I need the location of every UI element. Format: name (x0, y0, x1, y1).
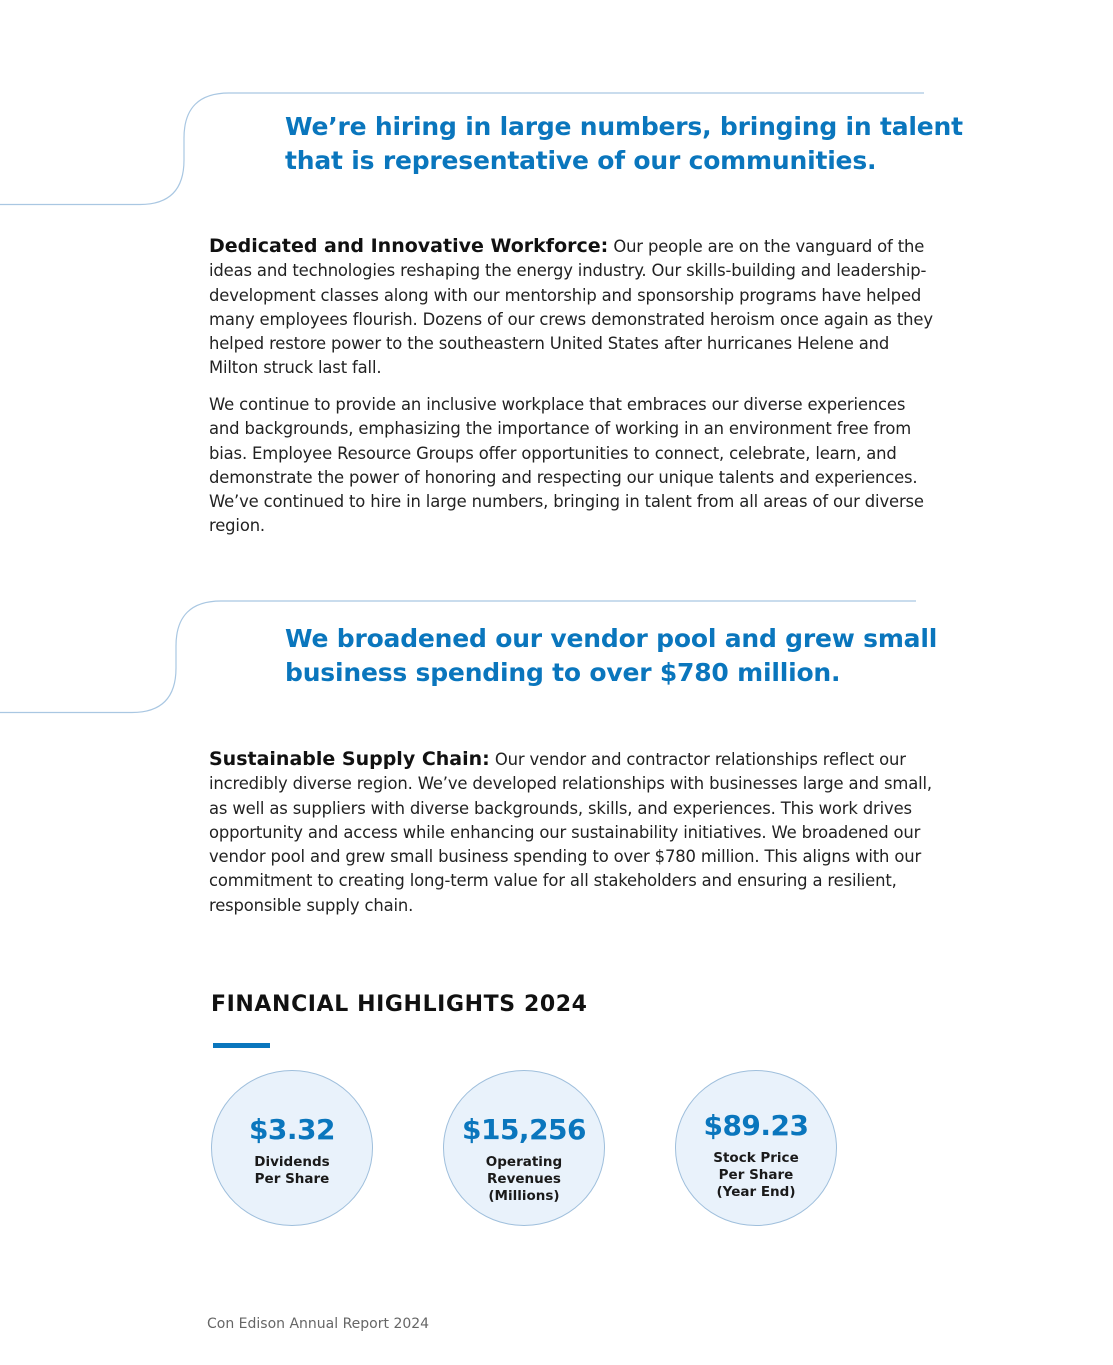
pull-quote-line: We broadened our vendor pool and grew small (285, 624, 938, 653)
pull-quote-hiring (285, 110, 963, 178)
label-line: (Year End) (716, 1184, 796, 1200)
highlight-operating-revenues (443, 1070, 605, 1226)
label-line: Per Share (718, 1167, 794, 1183)
label-line: Revenues (487, 1171, 561, 1187)
supply-chain-heading: Sustainable Supply Chain: (209, 748, 490, 770)
financial-highlights-title: FINANCIAL HIGHLIGHTS 2024 (211, 992, 588, 1017)
pull-quote-line: that is representative of our communities. (285, 146, 877, 175)
title-accent-bar (213, 1043, 270, 1048)
page-footer: Con Edison Annual Report 2024 (207, 1316, 430, 1332)
highlight-label (444, 1154, 604, 1205)
highlight-dividends (211, 1070, 373, 1226)
label-line: Stock Price (713, 1150, 799, 1166)
label-line: (Millions) (488, 1188, 560, 1204)
inclusion-paragraph: We continue to provide an inclusive workplace that embraces our diverse experiences and backgrounds, emphasizing the importance of working in an environment free from bias. Employee Resource Groups offer opportunities to connect, celebrate, learn, and demonstrate the power of honoring and respecting our unique talents and experiences. We’ve continued to hire in large numbers, bringing in talent from all areas of our diverse region. (209, 395, 924, 536)
workforce-paragraph (209, 234, 934, 381)
highlight-label (676, 1150, 836, 1201)
pull-quote-line: business spending to over $780 million. (285, 658, 841, 687)
pull-quote-line: We’re hiring in large numbers, bringing in talent (285, 112, 963, 141)
supply-chain-paragraph (209, 747, 934, 918)
highlight-value: $89.23 (703, 1109, 809, 1142)
workforce-text: Our people are on the vanguard of the ideas and technologies reshaping the energy industry. Our skills-building and leadership-development classes along with our mentorship and sponsorship programs have helped many employees flourish. Dozens of our crews demonstrated heroism once again as they helped restore power to the southeastern United States after hurricanes Helene and Milton struck last fall. (209, 237, 933, 378)
supply-chain-text: Our vendor and contractor relationships reflect our incredibly diverse region. We’ve developed relationships with businesses large and small, as well as suppliers with diverse backgrounds, skills, and experiences. This work drives opportunity and access while enhancing our sustainability initiatives. We broadened our vendor pool and grew small business spending to over $780 million. This aligns with our commitment to creating long-term value for all stakeholders and ensuring a resilient, responsible supply chain. (209, 750, 932, 915)
highlight-label (212, 1154, 372, 1188)
highlight-value: $15,256 (461, 1113, 587, 1146)
label-line: Dividends (254, 1154, 330, 1170)
highlight-stock-price (675, 1070, 837, 1226)
label-line: Per Share (254, 1171, 330, 1187)
workforce-heading: Dedicated and Innovative Workforce: (209, 235, 609, 257)
label-line: Operating (485, 1154, 563, 1170)
pull-quote-vendor (285, 622, 937, 690)
highlight-value: $3.32 (248, 1113, 336, 1146)
